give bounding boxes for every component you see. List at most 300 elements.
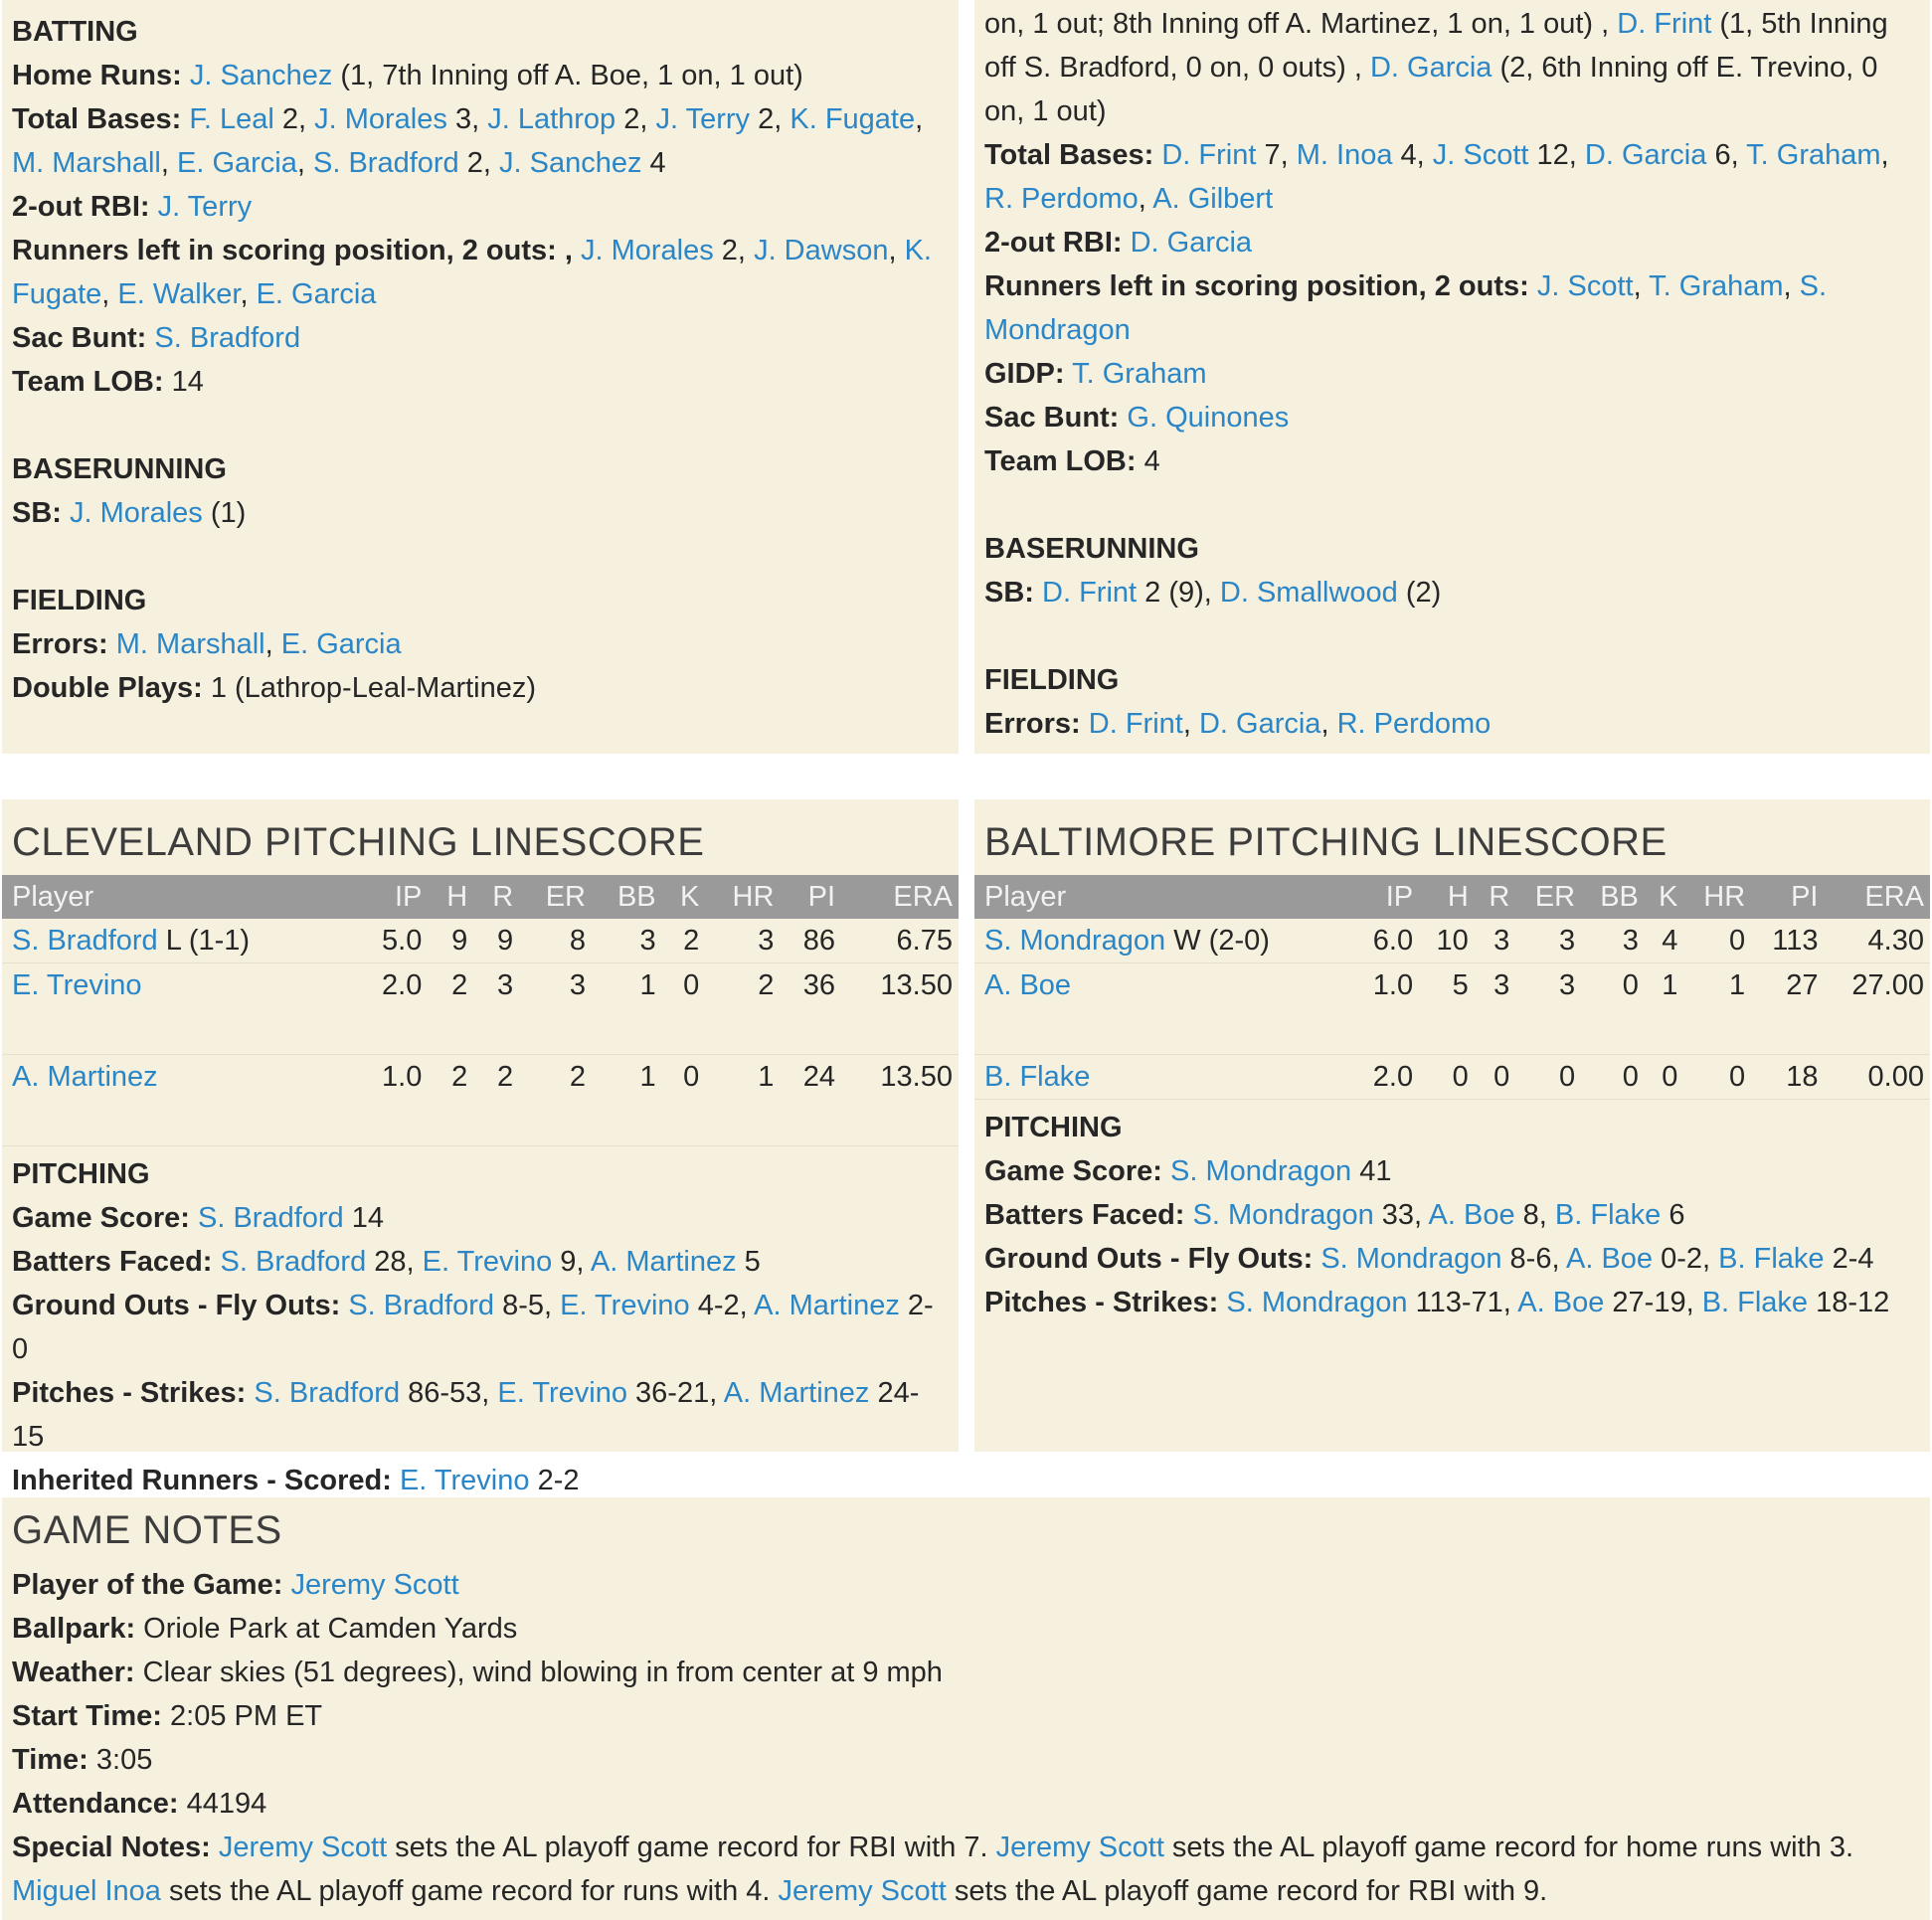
stat-cell-hr: 2 [705, 963, 780, 1055]
player-link-e-walker[interactable]: E. Walker [117, 278, 241, 310]
player-link-e-garcia[interactable]: E. Garcia [256, 278, 377, 310]
stat-line [12, 185, 949, 229]
spacer [12, 404, 949, 447]
stat-cell-era: 0.00 [1824, 1055, 1930, 1100]
column-header-k[interactable]: K [662, 875, 706, 919]
player-link-s-mondragon[interactable]: S. Mondragon [1320, 1243, 1502, 1275]
baltimore-pitching-panel [974, 799, 1930, 1452]
stat-text: 2, [713, 235, 755, 266]
column-header-ip[interactable]: IP [355, 875, 428, 919]
stat-label: GIDP: [984, 358, 1065, 390]
stat-text [212, 1246, 220, 1278]
cleveland-pitching-panel [2, 799, 959, 1496]
player-link-t-graham[interactable]: T. Graham [1072, 358, 1207, 390]
stat-line [12, 1782, 1920, 1826]
player-link-a-martinez[interactable]: A. Martinez [12, 1061, 158, 1093]
stat-text: , [240, 278, 257, 310]
player-link-s-bradford[interactable]: S. Bradford [254, 1377, 401, 1409]
game-notes-lines [12, 1563, 1920, 1913]
baltimore-pitching-table [974, 875, 1930, 1100]
stat-text: 14 [343, 1202, 384, 1234]
stat-text: , [1320, 708, 1337, 740]
stat-line [12, 97, 949, 185]
player-link-j-lathrop[interactable]: J. Lathrop [487, 103, 616, 135]
player-link-d-frint[interactable]: D. Frint [1042, 577, 1138, 609]
stat-line [12, 1240, 949, 1284]
stat-text: 14 [163, 366, 204, 398]
stat-text: 2-4 [1824, 1243, 1874, 1275]
stat-text: 4-2, [689, 1290, 755, 1321]
column-header-bb[interactable]: BB [592, 875, 662, 919]
stat-text: 2, [273, 103, 315, 135]
stat-text: 7, [1256, 139, 1297, 171]
table-row [974, 1055, 1930, 1100]
stat-cell-er: 3 [1515, 963, 1581, 1055]
stat-text: 2:05 PM ET [161, 1700, 323, 1732]
stat-line [984, 396, 1920, 439]
column-header-era[interactable]: ERA [841, 875, 959, 919]
stat-cell-bb: 0 [1581, 963, 1645, 1055]
stat-label: Ground Outs - Fly Outs: [984, 1243, 1314, 1275]
stat-line [12, 1651, 1920, 1694]
stat-label: Team LOB: [984, 445, 1137, 477]
player-link-r-perdomo[interactable]: R. Perdomo [984, 183, 1139, 215]
player-link-j-scott[interactable]: J. Scott [1536, 270, 1634, 302]
column-header-hr[interactable]: HR [705, 875, 780, 919]
player-link-e-trevino[interactable]: E. Trevino [12, 969, 142, 1001]
player-link-j-dawson[interactable]: J. Dawson [754, 235, 889, 266]
stat-text: 2-2 [529, 1465, 580, 1496]
stat-text: 6, [1706, 139, 1747, 171]
stat-cell-er: 3 [519, 963, 592, 1055]
cleveland-pitching-table [2, 875, 959, 1146]
stat-text: , [888, 235, 905, 266]
stat-cell-k: 0 [1645, 1055, 1683, 1100]
stat-label: FIELDING [12, 585, 147, 616]
game-notes-title: GAME NOTES [12, 1508, 282, 1552]
stat-label: Time: [12, 1744, 88, 1776]
stat-line [984, 571, 1920, 614]
stat-text [108, 628, 116, 660]
stat-line [12, 316, 949, 360]
column-header-h[interactable]: H [428, 875, 473, 919]
stat-line [984, 1281, 1920, 1324]
column-header-player[interactable]: Player [974, 875, 1353, 919]
stat-label: Ground Outs - Fly Outs: [12, 1290, 341, 1321]
stat-label: 2-out RBI: [12, 191, 150, 223]
stat-text: Clear skies (51 degrees), wind blowing in from center at 9 mph [134, 1657, 943, 1688]
stat-label: Runners left in scoring position, 2 outs: , [12, 235, 573, 266]
stat-text: 2, [750, 103, 790, 135]
player-link-b-flake[interactable]: B. Flake [1554, 1199, 1662, 1231]
player-link-g-quinones[interactable]: G. Quinones [1127, 402, 1290, 434]
stat-text [392, 1465, 400, 1496]
stat-line [12, 54, 949, 97]
stat-label: Team LOB: [12, 366, 164, 398]
stat-cell-pi: 86 [780, 919, 841, 963]
player-link-j-sanchez[interactable]: J. Sanchez [498, 147, 642, 179]
player-link-a-martinez[interactable]: A. Martinez [723, 1377, 870, 1409]
stat-line [984, 352, 1920, 396]
stat-text: 1 (Lathrop-Leal-Martinez) [202, 672, 537, 704]
stat-line [12, 1196, 949, 1240]
stat-text: sets the AL playoff game record for RBI with 7. [387, 1832, 996, 1863]
column-header-hr[interactable]: HR [1683, 875, 1751, 919]
stat-line [984, 1193, 1920, 1237]
stat-line [984, 439, 1920, 483]
stat-text: 4, [1392, 139, 1433, 171]
stat-line [12, 622, 949, 666]
stat-line [12, 666, 949, 710]
column-header-player[interactable]: Player [2, 875, 355, 919]
player-link-e-trevino[interactable]: E. Trevino [399, 1465, 530, 1496]
pitcher-cell [974, 1055, 1353, 1100]
pitcher-cell [2, 963, 355, 1055]
stat-text: sets the AL playoff game record for runs with 4. [160, 1875, 779, 1907]
player-link-jeremy-scott[interactable]: Jeremy Scott [995, 1832, 1164, 1863]
stat-line [12, 1607, 1920, 1651]
stat-text: , [1182, 708, 1199, 740]
player-link-d-smallwood[interactable]: D. Smallwood [1219, 577, 1398, 609]
stat-cell-bb: 1 [592, 963, 662, 1055]
column-header-er[interactable]: ER [1515, 875, 1581, 919]
stat-text: 8-6, [1501, 1243, 1566, 1275]
stat-cell-bb: 0 [1581, 1055, 1645, 1100]
stat-label: Special Notes: [12, 1832, 211, 1863]
stat-cell-bb: 1 [592, 1055, 662, 1146]
stat-line [12, 229, 949, 316]
stat-text: 28, [366, 1246, 423, 1278]
stat-text: , [296, 147, 313, 179]
decision-text: W (2-0) [1165, 924, 1270, 957]
stat-label: Game Score: [984, 1155, 1162, 1187]
stat-cell-hr: 1 [1683, 963, 1751, 1055]
stat-text: , [915, 103, 924, 135]
stat-label: Pitches - Strikes: [984, 1287, 1219, 1318]
player-link-a-boe[interactable]: A. Boe [1517, 1287, 1605, 1318]
stat-text: 9, [552, 1246, 591, 1278]
player-link-b-flake[interactable]: B. Flake [984, 1060, 1091, 1093]
stat-cell-era: 27.00 [1824, 963, 1930, 1055]
stat-line [12, 1738, 1920, 1782]
stat-line [984, 1149, 1920, 1193]
player-link-f-leal[interactable]: F. Leal [189, 103, 274, 135]
player-link-miguel-inoa[interactable]: Miguel Inoa [12, 1875, 161, 1907]
stat-cell-hr: 3 [705, 919, 780, 963]
player-link-d-frint[interactable]: D. Frint [1617, 8, 1712, 40]
stat-cell-ip: 1.0 [355, 1055, 428, 1146]
player-link-j-terry[interactable]: J. Terry [157, 191, 253, 223]
table-row [974, 963, 1930, 1055]
stat-text: 2, [615, 103, 656, 135]
player-link-b-flake[interactable]: B. Flake [1718, 1243, 1825, 1275]
stat-label: Sac Bunt: [12, 322, 147, 354]
player-link-s-bradford[interactable]: S. Bradford [154, 322, 301, 354]
game-notes-panel [2, 1497, 1930, 1920]
table-header-row [974, 875, 1930, 919]
stat-cell-er: 2 [519, 1055, 592, 1146]
stat-cell-k: 1 [1645, 963, 1683, 1055]
stat-cell-r: 3 [1475, 919, 1515, 963]
stat-text: (2, 6th Inning off E. Trevino, 0 on, 1 out) [984, 52, 1878, 127]
column-header-h[interactable]: H [1419, 875, 1475, 919]
player-link-d-garcia[interactable]: D. Garcia [1369, 52, 1493, 84]
stat-line [12, 1459, 949, 1502]
player-link-s-mondragon[interactable]: S. Mondragon [984, 270, 1828, 346]
stat-label: Attendance: [12, 1788, 179, 1820]
player-link-j-morales[interactable]: J. Morales [314, 103, 447, 135]
stat-text: , [1138, 183, 1153, 215]
stat-label: Weather: [12, 1657, 135, 1688]
spacer [12, 535, 949, 579]
stat-line [12, 360, 949, 404]
stat-line [984, 133, 1920, 221]
stat-label: SB: [984, 577, 1034, 609]
player-link-jeremy-scott[interactable]: Jeremy Scott [290, 1569, 459, 1601]
pitcher-cell [974, 919, 1353, 963]
stat-cell-h: 5 [1419, 963, 1475, 1055]
player-link-e-trevino[interactable]: E. Trevino [560, 1290, 690, 1321]
stat-label: Inherited Runners - Scored: [12, 1465, 392, 1496]
stat-text [190, 1202, 198, 1234]
player-link-e-trevino[interactable]: E. Trevino [497, 1377, 627, 1409]
stat-cell-h: 10 [1419, 919, 1475, 963]
player-link-d-frint[interactable]: D. Frint [1161, 139, 1257, 171]
stat-text [211, 1832, 219, 1863]
stat-cell-h: 0 [1419, 1055, 1475, 1100]
stat-text: 2, [458, 147, 499, 179]
player-link-d-garcia[interactable]: D. Garcia [1584, 139, 1707, 171]
player-link-e-trevino[interactable]: E. Trevino [422, 1246, 553, 1278]
stat-text: (1) [202, 497, 247, 529]
stat-label: Player of the Game: [12, 1569, 283, 1601]
player-link-a-gilbert[interactable]: A. Gilbert [1152, 183, 1274, 215]
stat-text: 8-5, [494, 1290, 561, 1321]
stat-line [984, 702, 1920, 746]
table-row [974, 919, 1930, 963]
player-link-jeremy-scott[interactable]: Jeremy Scott [218, 1832, 388, 1863]
stat-cell-r: 3 [473, 963, 519, 1055]
player-link-r-perdomo[interactable]: R. Perdomo [1336, 708, 1492, 740]
stat-text [1034, 577, 1042, 609]
stat-text [1081, 708, 1089, 740]
stat-cell-hr: 0 [1683, 1055, 1751, 1100]
stat-text [62, 497, 70, 529]
stat-label: FIELDING [984, 664, 1120, 696]
column-header-ip[interactable]: IP [1353, 875, 1419, 919]
stat-line [12, 1371, 949, 1459]
column-header-pi[interactable]: PI [1751, 875, 1824, 919]
stat-line [12, 579, 949, 622]
column-header-r[interactable]: R [1475, 875, 1515, 919]
stat-text: on, 1 out; 8th Inning off A. Martinez, 1 on, 1 out) , [984, 8, 1618, 40]
stat-label: Errors: [984, 708, 1081, 740]
stat-cell-ip: 1.0 [1353, 963, 1419, 1055]
player-link-s-mondragon[interactable]: S. Mondragon [1226, 1287, 1408, 1318]
stat-label: Total Bases: [12, 103, 182, 135]
player-link-t-graham[interactable]: T. Graham [1649, 270, 1784, 302]
player-link-s-bradford[interactable]: S. Bradford [12, 924, 158, 957]
player-link-k-fugate[interactable]: K. Fugate [790, 103, 916, 135]
player-link-a-boe[interactable]: A. Boe [1428, 1199, 1515, 1231]
stat-cell-era: 13.50 [841, 963, 959, 1055]
stat-cell-h: 2 [428, 963, 473, 1055]
column-header-er[interactable]: ER [519, 875, 592, 919]
stat-cell-ip: 5.0 [355, 919, 428, 963]
player-link-a-boe[interactable]: A. Boe [984, 969, 1072, 1001]
pitcher-cell [2, 1055, 355, 1146]
stat-label: Pitches - Strikes: [12, 1377, 247, 1409]
stat-text: 2 (9), [1137, 577, 1220, 609]
column-header-pi[interactable]: PI [780, 875, 841, 919]
stat-cell-ip: 2.0 [1353, 1055, 1419, 1100]
cleveland-pitching-lines [12, 1152, 949, 1502]
stat-text: 5 [736, 1246, 761, 1278]
column-header-era[interactable]: ERA [1824, 875, 1930, 919]
stat-cell-r: 9 [473, 919, 519, 963]
player-link-j-sanchez[interactable]: J. Sanchez [189, 60, 333, 91]
player-link-a-martinez[interactable]: A. Martinez [590, 1246, 737, 1278]
stat-text: 2-0 [12, 1290, 934, 1365]
stat-line [984, 658, 1920, 702]
stat-text: Oriole Park at Camden Yards [135, 1613, 518, 1645]
stat-label: Batters Faced: [12, 1246, 213, 1278]
player-link-jeremy-scott[interactable]: Jeremy Scott [778, 1875, 947, 1907]
stat-text: 86-53, [400, 1377, 498, 1409]
stat-text: 6 [1661, 1199, 1685, 1231]
cleveland-batting-panel [2, 0, 959, 754]
player-link-s-bradford[interactable]: S. Bradford [197, 1202, 344, 1234]
stat-line [12, 1284, 949, 1371]
stat-cell-k: 2 [662, 919, 706, 963]
player-link-s-bradford[interactable]: S. Bradford [348, 1290, 495, 1321]
player-link-d-frint[interactable]: D. Frint [1088, 708, 1183, 740]
stat-cell-pi: 113 [1751, 919, 1824, 963]
stat-text [1529, 270, 1537, 302]
stat-line [12, 1694, 1920, 1738]
player-link-e-garcia[interactable]: E. Garcia [176, 147, 297, 179]
stat-text: 4 [641, 147, 666, 179]
stat-cell-bb: 3 [1581, 919, 1645, 963]
batting-heading: BATTING [12, 16, 138, 48]
stat-cell-er: 8 [519, 919, 592, 963]
stat-text: (1, 7th Inning off A. Boe, 1 on, 1 out) [332, 60, 803, 91]
stat-text: 113-71, [1407, 1287, 1518, 1318]
stat-line [984, 1106, 1920, 1149]
stat-cell-r: 0 [1475, 1055, 1515, 1100]
stat-label: Runners left in scoring position, 2 outs: [984, 270, 1529, 302]
baltimore-batting-panel [974, 0, 1930, 754]
stat-text [1123, 227, 1131, 259]
stat-label: Errors: [12, 628, 108, 660]
stat-cell-h: 2 [428, 1055, 473, 1146]
stat-text: , [101, 278, 118, 310]
stat-text: 0-2, [1653, 1243, 1719, 1275]
stat-text: , [1633, 270, 1650, 302]
stat-text [1184, 1199, 1192, 1231]
player-link-a-martinez[interactable]: A. Martinez [754, 1290, 900, 1321]
player-link-b-flake[interactable]: B. Flake [1701, 1287, 1809, 1318]
stat-label: Batters Faced: [984, 1199, 1185, 1231]
stat-line [12, 1563, 1920, 1607]
stat-text: 27-19, [1604, 1287, 1702, 1318]
player-link-s-bradford[interactable]: S. Bradford [220, 1246, 367, 1278]
stat-cell-r: 3 [1475, 963, 1515, 1055]
stat-line [984, 527, 1920, 571]
player-link-j-morales[interactable]: J. Morales [580, 235, 714, 266]
player-link-k-fugate[interactable]: K. Fugate [12, 235, 932, 310]
spacer [984, 483, 1920, 527]
player-link-s-mondragon[interactable]: S. Mondragon [1169, 1155, 1352, 1187]
stat-line [984, 221, 1920, 264]
stat-text [1162, 1155, 1170, 1187]
table-row [2, 919, 959, 963]
stat-cell-er: 0 [1515, 1055, 1581, 1100]
stat-line [984, 264, 1920, 352]
pitcher-cell [974, 963, 1353, 1055]
stat-cell-pi: 18 [1751, 1055, 1824, 1100]
stat-text [182, 60, 190, 91]
stat-cell-ip: 2.0 [355, 963, 428, 1055]
stat-line [12, 1152, 949, 1196]
stat-text: 4 [1136, 445, 1160, 477]
stat-cell-era: 6.75 [841, 919, 959, 963]
player-link-j-scott[interactable]: J. Scott [1432, 139, 1529, 171]
player-link-s-bradford[interactable]: S. Bradford [312, 147, 459, 179]
stat-line [984, 2, 1920, 133]
stat-cell-r: 2 [473, 1055, 519, 1146]
player-link-t-graham[interactable]: T. Graham [1746, 139, 1881, 171]
stat-line [12, 1826, 1920, 1913]
player-link-s-mondragon[interactable]: S. Mondragon [984, 924, 1166, 957]
stat-text: , [264, 628, 281, 660]
player-link-s-mondragon[interactable]: S. Mondragon [1192, 1199, 1374, 1231]
stat-cell-hr: 0 [1683, 919, 1751, 963]
player-link-m-inoa[interactable]: M. Inoa [1296, 139, 1393, 171]
column-header-r[interactable]: R [473, 875, 519, 919]
player-link-m-marshall[interactable]: M. Marshall [115, 628, 265, 660]
stat-label: Sac Bunt: [984, 402, 1120, 434]
stat-label: Start Time: [12, 1700, 162, 1732]
player-link-j-morales[interactable]: J. Morales [70, 497, 203, 529]
stat-cell-era: 4.30 [1824, 919, 1930, 963]
stat-cell-er: 3 [1515, 919, 1581, 963]
player-link-e-garcia[interactable]: E. Garcia [280, 628, 402, 660]
player-link-d-garcia[interactable]: D. Garcia [1130, 227, 1253, 259]
stat-text: , [160, 147, 177, 179]
player-link-d-garcia[interactable]: D. Garcia [1198, 708, 1321, 740]
stat-label: Total Bases: [984, 139, 1154, 171]
stat-label: Game Score: [12, 1202, 190, 1234]
stat-label: PITCHING [12, 1158, 150, 1190]
stat-line [984, 1237, 1920, 1281]
player-link-m-marshall[interactable]: M. Marshall [12, 147, 161, 179]
stat-cell-pi: 27 [1751, 963, 1824, 1055]
stat-cell-pi: 36 [780, 963, 841, 1055]
stat-text: 44194 [178, 1788, 267, 1820]
player-link-j-terry[interactable]: J. Terry [655, 103, 751, 135]
stat-label: PITCHING [984, 1112, 1123, 1143]
stat-label: BASERUNNING [984, 533, 1199, 565]
stat-text: 24-15 [12, 1377, 920, 1453]
stat-text: , [1783, 270, 1800, 302]
stat-label: Home Runs: [12, 60, 182, 91]
player-link-a-boe[interactable]: A. Boe [1566, 1243, 1654, 1275]
column-header-k[interactable]: K [1645, 875, 1683, 919]
cleveland-batting-lines [12, 54, 949, 710]
column-header-bb[interactable]: BB [1581, 875, 1645, 919]
stat-text: 12, [1528, 139, 1585, 171]
